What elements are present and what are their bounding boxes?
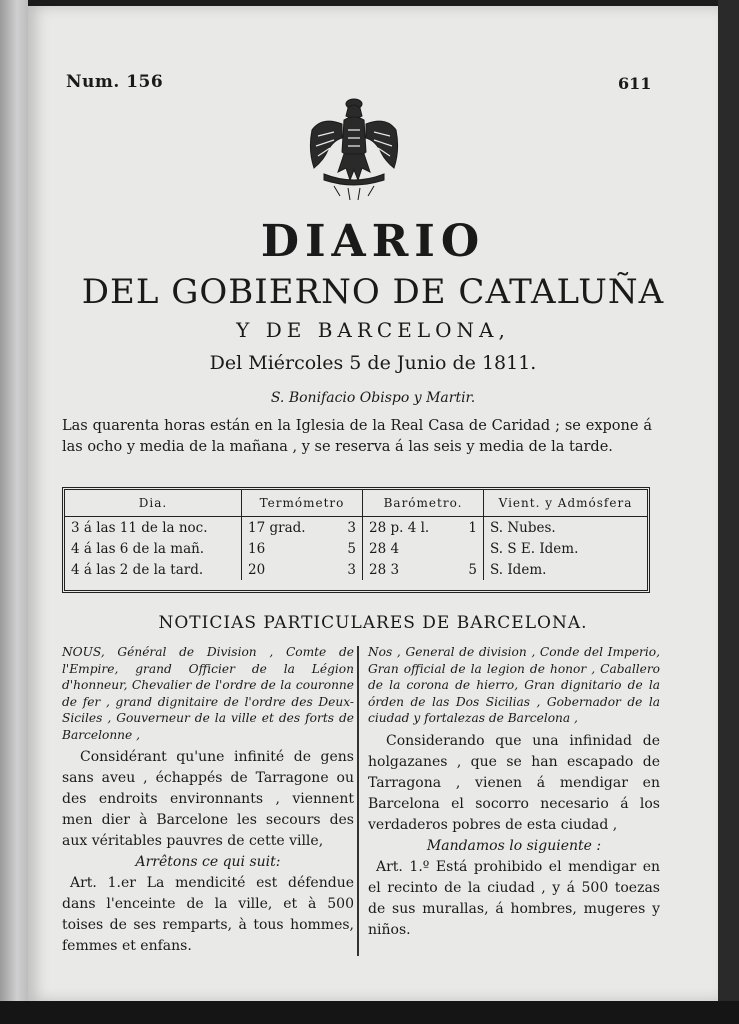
issue-date: Del Miércoles 5 de Junio de 1811.: [209, 352, 537, 374]
french-heading: Arrêtons ce qui suit:: [135, 854, 281, 870]
spanish-body: Considerando que una infinidad de holgazanes , que se han escapado de Tarragona , vienen á mendigar en Barcelona el socorro necesario á los verdaderos pobres de esta ciudad ,: [368, 732, 660, 833]
cell-barometer: 28 p. 4 l. 1: [363, 517, 484, 539]
cell-barometer: 28 3 5: [363, 559, 484, 580]
cell-thermometer: 20 3: [242, 559, 363, 580]
cell-wind: S. S E. Idem.: [490, 540, 579, 557]
imperial-eagle-icon: [304, 90, 404, 208]
spanish-heading: Mandamos lo siguiente :: [426, 837, 602, 854]
facing-page-edge: [0, 0, 28, 1024]
religious-notice: Las quarenta horas están en la Iglesia de la Real Casa de Caridad ; se expone á las ocho y media de la mañana , y se reserva á las seis y media de la tarde.: [62, 418, 652, 455]
book-edge: [718, 0, 739, 1024]
spanish-column: [368, 644, 660, 941]
spanish-preamble: Nos , General de division , Conde del Imperio, Gran official de la legion de honor , Caballero de la corona de hierro, Gran dignitario de la órden de las Dos Sicilias , Gobernador de la ciudad y fortalezas de Barcelona ,: [368, 645, 660, 725]
col-header-barometer: Barómetro.: [363, 490, 484, 517]
column-divider: [357, 646, 360, 956]
table-row: [65, 538, 647, 559]
cell-wind: S. Nubes.: [490, 519, 556, 536]
col-header-wind: Vient. y Admósfera: [484, 490, 648, 517]
weather-table: [62, 487, 650, 593]
table-row: [65, 559, 647, 580]
french-article: Art. 1.er La mendicité est défendue dans l'enceinte de la ville, et à 500 toises de ses remparts, à tous hommes, femmes et enfans.: [62, 875, 354, 954]
french-preamble: NOUS, Général de Division , Comte de l'Empire, grand Officier de la Légion d'honneur, Chevalier de l'ordre de la couronne de fer , grand dignitaire de l'ordre des Deux-Siciles , Gouverneur de la ville et des forts de Barcelonne ,: [62, 645, 354, 742]
cell-day: 4 á las 6 de la mañ.: [65, 538, 242, 559]
newspaper-page: [28, 6, 718, 1001]
col-header-thermometer: Termómetro: [242, 490, 363, 517]
cell-barometer: 28 4: [363, 538, 484, 559]
issue-number: Num. 156: [66, 72, 164, 92]
cell-thermometer: 17 grad. 3: [242, 517, 363, 539]
cell-wind: S. Idem.: [490, 561, 547, 578]
saint-of-day: S. Bonifacio Obispo y Martir.: [270, 390, 476, 406]
newspaper-subtitle: DEL GOBIERNO DE CATALUÑA: [81, 272, 665, 312]
cell-day: 4 á las 2 de la tard.: [65, 559, 242, 580]
cell-thermometer: 16 5: [242, 538, 363, 559]
scan-border: [0, 1001, 739, 1024]
newspaper-title: DIARIO: [260, 216, 486, 267]
col-header-day: Dia.: [65, 490, 242, 517]
section-title: NOTICIAS PARTICULARES DE BARCELONA.: [158, 613, 588, 633]
spanish-article: Art. 1.º Está prohibido el mendigar en el recinto de la ciudad , y á 500 toezas de sus murallas, á hombres, mugeres y niños.: [368, 858, 660, 938]
page-number: 611: [618, 74, 652, 93]
french-column: [62, 644, 354, 957]
french-body: Considérant qu'une infinité de gens sans aveu , échappés de Tarragone ou des endroits environnants , viennent men dier à Barcelone les secours des aux véritables pauvres de cette ville,: [62, 749, 354, 849]
newspaper-subtitle-2: Y DE BARCELONA,: [236, 318, 510, 342]
cell-day: 3 á las 11 de la noc.: [65, 517, 242, 539]
table-row: [65, 517, 647, 539]
